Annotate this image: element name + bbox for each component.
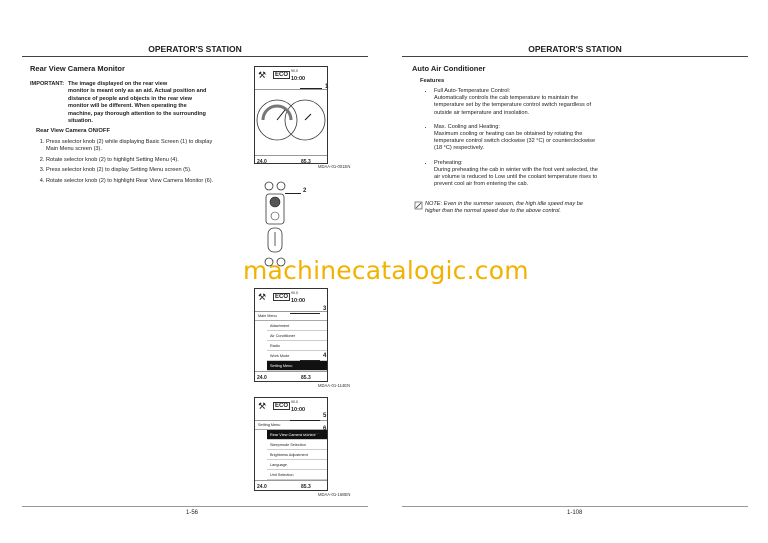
menu-item-brightness[interactable]: Brightness Adjustment [267,450,327,460]
steps-list [36,139,216,188]
callout-6: 6 [323,426,327,432]
feature-text: Automatically controls the cab temperature to maintain the temperature set by the temperature control switch regardless of outside air temperature and insolation. [434,95,592,116]
footer-rule [22,506,368,507]
note-pencil-icon [414,201,423,210]
callout-leader [300,88,322,89]
important-line1: The image displayed on the rear view [68,81,168,87]
screen-foot-left: 24.0 [257,375,267,381]
page-number: 1-108 [567,510,583,516]
left-page-header: OPERATOR'S STATION [22,42,368,57]
screen-footer [255,371,327,384]
screen-small-value: 90.0 [291,400,298,404]
screen-header [255,289,327,312]
screen-foot-left: 24.0 [257,484,267,490]
figure-code-3: MDAA-01-168EN [318,492,351,497]
callout-leader [300,360,320,361]
main-menu-screen-figure [254,288,328,382]
right-page-header: OPERATOR'S STATION [402,42,748,57]
figure-code-2: MDAA-01-114EN [318,383,351,388]
screen-clock: 10:00 [291,407,306,413]
callout-leader [290,420,320,421]
screen-small-value: 90.0 [291,69,298,73]
screen-footer [255,155,327,168]
step-item: 2. Rotate selector knob (2) to highlight Setting Menu (4). [46,157,216,164]
screen-footer [255,480,327,493]
machine-icon: ⚒ [258,401,267,411]
footer-rule [402,506,748,507]
features-title: Features [420,78,445,84]
gauges-icon [255,90,327,150]
watermark: machinecatalogic.com [243,256,529,285]
screen-foot-right: 85.3 [301,375,311,381]
feature-text: During preheating the cab in winter with the foot vent selected, the air volume is reduced to Low until the coolant temperature rises to prevent cool air from entering the cab. [434,166,598,188]
page-number: 1-56 [186,510,199,516]
callout-4: 4 [323,353,327,359]
menu-item-air-conditioner[interactable]: Air Conditioner [267,331,327,341]
callout-leader [290,313,320,314]
features-list [425,88,604,195]
eco-indicator: ECO [275,403,289,409]
eco-indicator: ECO [275,72,289,78]
menu-item-sleepmode[interactable]: Sleepmode Selection [267,440,327,450]
screen-small-value: 90.0 [291,291,298,295]
menu-item-unit-selection[interactable]: Unit Selection [267,470,327,480]
menu-item-radio[interactable]: Radio [267,341,327,351]
callout-3: 3 [323,306,327,312]
section-title-rear-view: Rear View Camera Monitor [30,64,125,73]
menu-item-rear-view-camera[interactable]: Rear View Camera Monitor [267,430,327,440]
feature-item [434,160,604,189]
important-label: IMPORTANT: [30,81,65,87]
important-notice [30,81,210,125]
figure-code-1: MDAA-01-001EN [318,164,351,169]
basic-screen-figure [254,66,328,164]
subsection-title: Rear View Camera ON/OFF [36,128,110,134]
section-title-air-conditioner: Auto Air Conditioner [412,64,486,73]
note-text: NOTE: Even in the summer season, the high idle speed may be higher than the normal speed due to the above control. [425,201,583,215]
menu-item-setting-menu[interactable]: Setting Menu [267,361,327,371]
callout-5: 5 [323,413,327,419]
screen-header [255,398,327,421]
screen-header [255,67,327,90]
callout-leader [300,433,320,434]
feature-item [434,124,604,153]
step-item: 3. Press selector knob (2) to display Setting Menu screen (5). [46,167,216,174]
machine-icon: ⚒ [258,292,267,302]
feature-title: Full Auto-Temperature Control: [434,88,511,94]
callout-leader [285,193,301,194]
feature-title: Preheating: [434,159,463,166]
screen-foot-right: 85.3 [301,484,311,490]
screen-foot-left: 24.0 [257,159,267,165]
feature-title: Max. Cooling and Heating: [434,123,500,130]
menu-item-work-mode[interactable]: Work Mode [267,351,327,361]
feature-text: Maximum cooling or heating can be obtained by rotating the temperature control switch clockwise (32 °C) or counterclockwise (18 °C) respectively. [434,131,596,152]
setting-menu-screen-figure [254,397,328,491]
screen-foot-right: 85.3 [301,159,311,165]
eco-indicator: ECO [275,294,289,300]
menu-item-language[interactable]: Language [267,460,327,470]
callout-1: 1 [325,84,329,90]
screen-clock: 10:00 [291,298,306,304]
callout-2: 2 [303,188,307,194]
main-menu-title: Main Menu [255,312,327,321]
setting-menu-title: Setting Menu [255,421,327,430]
step-item: 1. Press selector knob (2) while displaying Basic Screen (1) to display Main Menu screen (3). [46,139,216,153]
feature-item [434,88,604,117]
menu-item-attachment[interactable]: Attachment [267,321,327,331]
important-rest: monitor is meant only as an aid. Actual position and distance of people and objects in the rear view monitor will be different. When operating the machine, pay thorough attention to the surrounding situation. [68,88,207,125]
screen-clock: 10:00 [291,76,306,82]
step-item: 4. Rotate selector knob (2) to highlight Rear View Camera Monitor (6). [46,178,216,185]
machine-icon: ⚒ [258,70,267,80]
